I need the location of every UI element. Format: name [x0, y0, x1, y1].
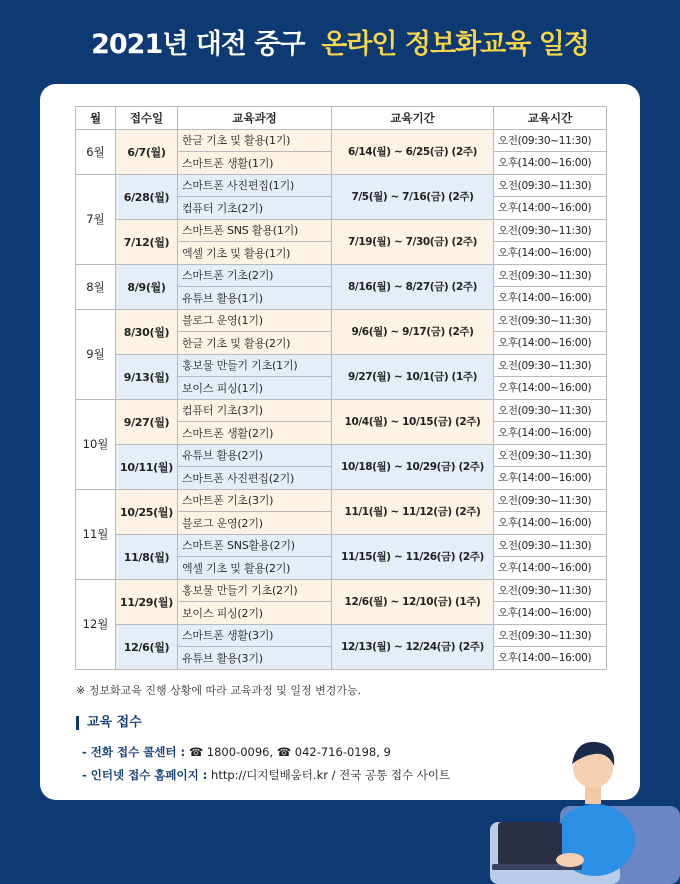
cell-period: 7/5(월) ~ 7/16(금) (2주) — [332, 174, 494, 219]
cell-time: 오전(09:30~11:30) — [494, 399, 607, 422]
table-row — [76, 579, 607, 602]
cell-course: 스마트폰 기초(2기) — [178, 264, 332, 287]
cell-period: 6/14(월) ~ 6/25(금) (2주) — [332, 129, 494, 174]
cell-course: 유튜브 활용(2기) — [178, 444, 332, 467]
cell-period: 10/4(월) ~ 10/15(금) (2주) — [332, 399, 494, 444]
header-recv: 접수일 — [116, 107, 178, 130]
cell-time: 오전(09:30~11:30) — [494, 354, 607, 377]
cell-course: 유튜브 활용(1기) — [178, 287, 332, 310]
cell-time: 오후(14:00~16:00) — [494, 422, 607, 445]
cell-recv-date: 7/12(월) — [116, 219, 178, 264]
contact-title: 교육 접수 — [76, 716, 142, 730]
cell-time: 오후(14:00~16:00) — [494, 152, 607, 175]
cell-course: 스마트폰 SNS 활용(1기) — [178, 219, 332, 242]
cell-month: 10월 — [76, 399, 116, 489]
cell-time: 오전(09:30~11:30) — [494, 534, 607, 557]
table-row — [76, 399, 607, 422]
cell-time: 오후(14:00~16:00) — [494, 467, 607, 490]
cell-course: 스마트폰 사진편집(1기) — [178, 174, 332, 197]
schedule-card — [40, 84, 640, 800]
cell-course: 엑셀 기초 및 활용(1기) — [178, 242, 332, 265]
cell-period: 11/15(월) ~ 11/26(금) (2주) — [332, 534, 494, 579]
cell-period: 9/27(월) ~ 10/1(금) (1주) — [332, 354, 494, 399]
cell-course: 스마트폰 생활(1기) — [178, 152, 332, 175]
table-row — [76, 624, 607, 647]
cell-month: 6월 — [76, 129, 116, 174]
cell-time: 오후(14:00~16:00) — [494, 602, 607, 625]
cell-time: 오전(09:30~11:30) — [494, 219, 607, 242]
cell-month: 9월 — [76, 309, 116, 399]
person-hand — [556, 853, 584, 867]
cell-time: 오후(14:00~16:00) — [494, 557, 607, 580]
cell-time: 오전(09:30~11:30) — [494, 624, 607, 647]
cell-recv-date: 6/7(월) — [116, 129, 178, 174]
table-row — [76, 129, 607, 152]
cell-month: 12월 — [76, 579, 116, 669]
cell-course: 컴퓨터 기초(3기) — [178, 399, 332, 422]
header-time: 교육시간 — [494, 107, 607, 130]
cell-course: 스마트폰 사진편집(2기) — [178, 467, 332, 490]
header-month: 월 — [76, 107, 116, 130]
table-row — [76, 309, 607, 332]
cell-course: 보이스 피싱(1기) — [178, 377, 332, 400]
cell-month: 7월 — [76, 174, 116, 264]
cell-course: 홍보물 만들기 기초(1기) — [178, 354, 332, 377]
cell-course: 홍보물 만들기 기초(2기) — [178, 579, 332, 602]
schedule-table — [75, 106, 607, 670]
cell-period: 12/6(월) ~ 12/10(금) (1주) — [332, 579, 494, 624]
cell-time: 오전(09:30~11:30) — [494, 174, 607, 197]
cell-time: 오전(09:30~11:30) — [494, 129, 607, 152]
cell-time: 오후(14:00~16:00) — [494, 647, 607, 670]
cell-course: 유튜브 활용(3기) — [178, 647, 332, 670]
cell-month: 11월 — [76, 489, 116, 579]
schedule-note: ※ 정보화교육 진행 상황에 따라 교육과정 및 일정 변경가능. — [76, 684, 362, 697]
cell-recv-date: 11/8(월) — [116, 534, 178, 579]
table-row — [76, 534, 607, 557]
cell-time: 오전(09:30~11:30) — [494, 264, 607, 287]
cell-course: 블로그 운영(2기) — [178, 512, 332, 535]
cell-course: 컴퓨터 기초(2기) — [178, 197, 332, 220]
phone-label: - 전화 접수 콜센터 : — [82, 745, 186, 759]
phone-value: ☎ 1800-0096, ☎ 042-716-0198, 9 — [188, 745, 391, 759]
page-title — [0, 22, 680, 61]
cell-course: 스마트폰 생활(3기) — [178, 624, 332, 647]
cell-time: 오후(14:00~16:00) — [494, 332, 607, 355]
cell-period: 11/1(월) ~ 11/12(금) (2주) — [332, 489, 494, 534]
cell-time: 오전(09:30~11:30) — [494, 444, 607, 467]
cell-time: 오전(09:30~11:30) — [494, 579, 607, 602]
cell-recv-date: 10/11(월) — [116, 444, 178, 489]
cell-time: 오후(14:00~16:00) — [494, 242, 607, 265]
cell-recv-date: 8/9(월) — [116, 264, 178, 309]
cell-time: 오전(09:30~11:30) — [494, 489, 607, 512]
table-row — [76, 444, 607, 467]
cell-recv-date: 9/13(월) — [116, 354, 178, 399]
cell-time: 오전(09:30~11:30) — [494, 309, 607, 332]
cell-time: 오후(14:00~16:00) — [494, 377, 607, 400]
table-row — [76, 219, 607, 242]
cell-course: 스마트폰 기초(3기) — [178, 489, 332, 512]
laptop-user-illustration — [490, 738, 680, 884]
cell-course: 스마트폰 생활(2기) — [178, 422, 332, 445]
cell-period: 7/19(월) ~ 7/30(금) (2주) — [332, 219, 494, 264]
laptop-screen — [498, 822, 562, 866]
cell-course: 보이스 피싱(2기) — [178, 602, 332, 625]
cell-time: 오후(14:00~16:00) — [494, 512, 607, 535]
title-highlight: 온라인 정보화교육 일정 — [321, 29, 589, 60]
cell-course: 한글 기초 및 활용(1기) — [178, 129, 332, 152]
cell-period: 8/16(월) ~ 8/27(금) (2주) — [332, 264, 494, 309]
cell-course: 엑셀 기초 및 활용(2기) — [178, 557, 332, 580]
cell-recv-date: 9/27(월) — [116, 399, 178, 444]
cell-recv-date: 11/29(월) — [116, 579, 178, 624]
web-label: - 인터넷 접수 홈페이지 : — [82, 768, 208, 782]
phone-info — [82, 744, 391, 760]
title-prefix: 2021년 대전 중구 — [91, 29, 305, 60]
schedule-body — [76, 129, 607, 669]
cell-time: 오후(14:00~16:00) — [494, 197, 607, 220]
table-header-row — [76, 107, 607, 130]
header-course: 교육과정 — [178, 107, 332, 130]
web-info — [82, 767, 450, 783]
cell-period: 12/13(월) ~ 12/24(금) (2주) — [332, 624, 494, 669]
cell-course: 한글 기초 및 활용(2기) — [178, 332, 332, 355]
cell-recv-date: 8/30(월) — [116, 309, 178, 354]
table-row — [76, 264, 607, 287]
header-period: 교육기간 — [332, 107, 494, 130]
cell-month: 8월 — [76, 264, 116, 309]
cell-recv-date: 6/28(월) — [116, 174, 178, 219]
table-row — [76, 174, 607, 197]
cell-period: 9/6(월) ~ 9/17(금) (2주) — [332, 309, 494, 354]
cell-period: 10/18(월) ~ 10/29(금) (2주) — [332, 444, 494, 489]
cell-course: 블로그 운영(1기) — [178, 309, 332, 332]
cell-recv-date: 10/25(월) — [116, 489, 178, 534]
table-row — [76, 489, 607, 512]
table-row — [76, 354, 607, 377]
cell-course: 스마트폰 SNS활용(2기) — [178, 534, 332, 557]
web-value: http://디지털배움터.kr / 전국 공통 접수 사이트 — [211, 768, 451, 782]
cell-time: 오후(14:00~16:00) — [494, 287, 607, 310]
cell-recv-date: 12/6(월) — [116, 624, 178, 669]
